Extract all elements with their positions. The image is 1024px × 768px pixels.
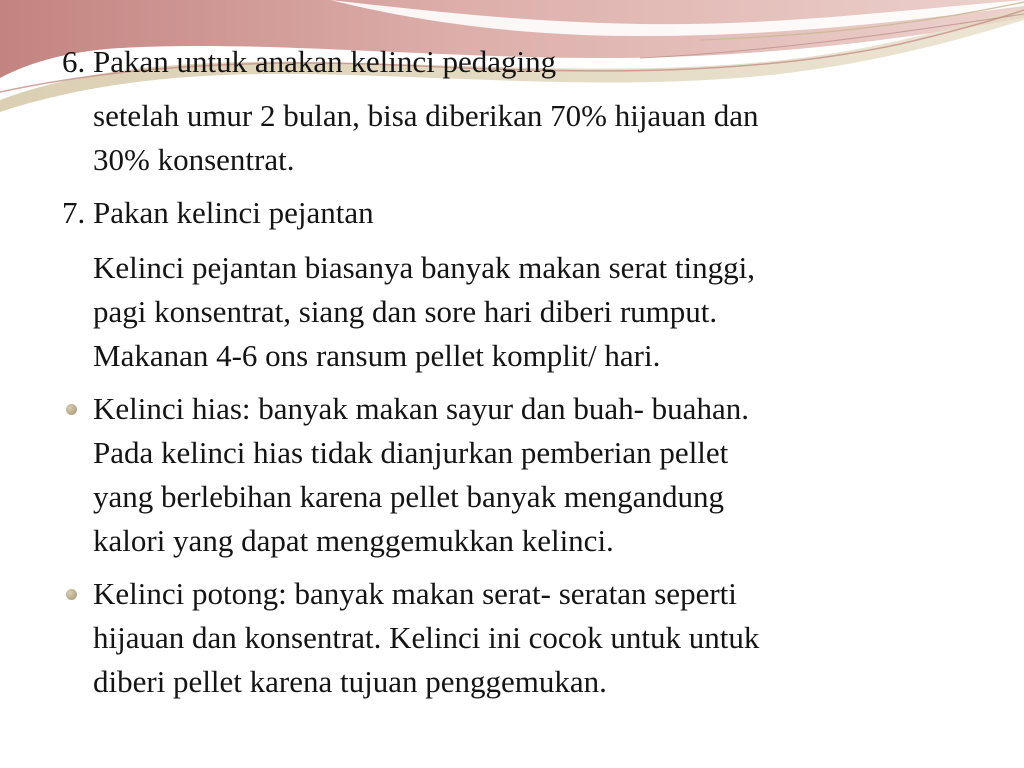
- item-6-heading: 6. Pakan untuk anakan kelinci pedaging: [62, 44, 557, 79]
- bullet-icon: [66, 404, 77, 415]
- item-6-text-line: setelah umur 2 bulan, bisa diberikan 70% hijauan dan: [93, 98, 759, 133]
- bullet-2-text-line: diberi pellet karena tujuan penggemukan.: [93, 664, 607, 699]
- bullet-1-text-line: kalori yang dapat menggemukkan kelinci.: [93, 523, 614, 558]
- bullet-2-text-line: hijauan dan konsentrat. Kelinci ini cocok untuk untuk: [93, 620, 760, 655]
- bullet-1-text-line: Kelinci hias: banyak makan sayur dan buah- buahan.: [93, 391, 749, 426]
- bullet-icon: [66, 589, 77, 600]
- bullet-2-text-line: Kelinci potong: banyak makan serat- seratan seperti: [93, 576, 737, 611]
- bullet-1-text-line: Pada kelinci hias tidak dianjurkan pemberian pellet: [93, 435, 729, 470]
- item-7-text-line: pagi konsentrat, siang dan sore hari diberi rumput.: [93, 294, 718, 329]
- item-7-text-line: Kelinci pejantan biasanya banyak makan serat tinggi,: [93, 250, 755, 285]
- item-6-text-line: 30% konsentrat.: [93, 142, 295, 177]
- item-7-heading: 7. Pakan kelinci pejantan: [62, 195, 374, 230]
- bullet-1-text-line: yang berlebihan karena pellet banyak mengandung: [93, 479, 724, 514]
- item-7-text-line: Makanan 4-6 ons ransum pellet komplit/ hari.: [93, 338, 661, 373]
